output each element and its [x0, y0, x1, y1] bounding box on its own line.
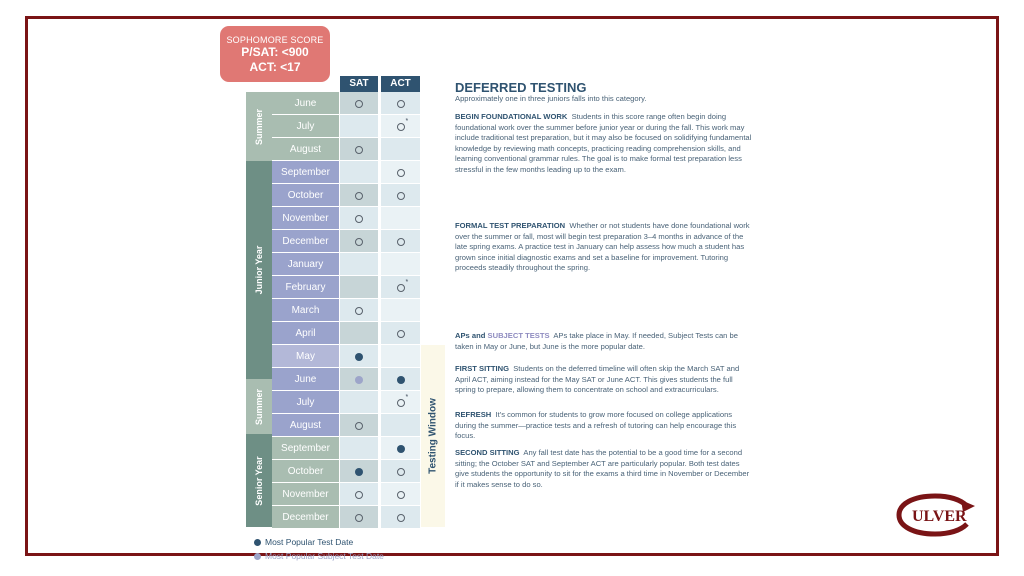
month-row-label: November [272, 483, 339, 506]
month-row-label: June [272, 368, 339, 391]
act-solid-marker [397, 376, 405, 384]
month-row-label: July [272, 115, 339, 138]
month-row-label: December [272, 230, 339, 253]
act-cell [381, 414, 420, 437]
sat-cell [340, 115, 378, 138]
formal-title: FORMAL TEST PREPARATION [455, 221, 566, 230]
act-open-marker [397, 468, 405, 476]
sat-solid-marker [355, 353, 363, 361]
sat-open-marker [355, 192, 363, 200]
month-row-label: November [272, 207, 339, 230]
first-sitting-paragraph [455, 364, 755, 396]
act-open-marker [397, 284, 405, 292]
month-row-label: February [272, 276, 339, 299]
first-sitting-title: FIRST SITTING [455, 364, 509, 373]
legend-most-popular: Most Popular Test Date [265, 537, 354, 547]
act-open-marker [397, 514, 405, 522]
foundational-title: BEGIN FOUNDATIONAL WORK [455, 112, 568, 121]
act-cell [381, 299, 420, 322]
act-cell [381, 138, 420, 161]
sat-cell [340, 391, 378, 414]
act-cell [381, 207, 420, 230]
month-row-label: October [272, 460, 339, 483]
foundational-body: Students in this score range often begin doing foundational work over the summer before junior year or during the fall. This work may include traditional test preparation, but it may also be focused on solidifying fundamental knowledge by reviewing math concepts, practicing reading comprehension skills, and learning conventional grammar rules. The goal is to make formal test preparation less stressful in the few months leading up to the exam. [455, 112, 752, 174]
act-cell [381, 253, 420, 276]
act-open-marker [397, 192, 405, 200]
season-junior-year: Junior Year [246, 161, 272, 379]
season-summer-1: Summer [246, 92, 272, 161]
testing-window-band [421, 345, 445, 527]
refresh-body: It's common for students to grow more focused on college applications during the summer—practice tests and a refresh of tutoring can help encourage this focus. [455, 410, 737, 441]
sat-cell [340, 253, 378, 276]
sat-open-marker [355, 146, 363, 154]
month-row-label: June [272, 92, 339, 115]
legend-subject: Most Popular Subject Test Date [265, 551, 384, 561]
badge-title: SOPHOMORE SCORE [226, 35, 324, 45]
month-row-label: July [272, 391, 339, 414]
formal-paragraph [455, 221, 755, 274]
formal-body: Whether or not students have done foundational work over the summer or fall, most will begin test preparation 3–4 months in advance of the late spring exams. A practice test in January can help assess how much a student has grown since initial diagnostic exams and set a baseline for improvement. Tutoring proceeds steadily throughout the spring. [455, 221, 750, 273]
month-row-label: January [272, 253, 339, 276]
act-asterisk: * [405, 394, 409, 401]
second-sitting-body: Any fall test date has the potential to be a good time for a second sitting; the October SAT and September ACT are particularly popular. Both test dates give students the opportunity to sit for the exams a third time in November or December if it makes sense to do so. [455, 448, 750, 489]
act-open-marker [397, 491, 405, 499]
month-row-label: October [272, 184, 339, 207]
month-row-label: May [272, 345, 339, 368]
season-summer-2: Summer [246, 379, 272, 434]
sat-light-marker [355, 376, 363, 384]
month-row-label: March [272, 299, 339, 322]
second-sitting-paragraph [455, 448, 755, 490]
act-open-marker [397, 238, 405, 246]
act-asterisk: * [405, 279, 409, 286]
act-asterisk: * [405, 118, 409, 125]
section-heading: DEFERRED TESTING [455, 80, 587, 95]
month-row-label: August [272, 138, 339, 161]
first-sitting-body: Students on the deferred timeline will often skip the March SAT and April ACT, aiming instead for the May SAT or June ACT. This gives students the full spring to prepare, allowing them to concentrate on school and extracurriculars. [455, 364, 740, 395]
act-column-header: ACT [381, 76, 420, 92]
intro-text: Approximately one in three juniors falls into this category. [455, 94, 647, 103]
month-row-label: September [272, 437, 339, 460]
act-open-marker [397, 100, 405, 108]
act-solid-marker [397, 445, 405, 453]
aps-title: APs and [455, 331, 486, 340]
sat-open-marker [355, 100, 363, 108]
aps-subject-tests: SUBJECT TESTS [487, 331, 550, 340]
season-senior-year: Senior Year [246, 434, 272, 527]
legend-solid-dot [254, 539, 261, 546]
act-open-marker [397, 169, 405, 177]
month-row-label: September [272, 161, 339, 184]
aps-body: APs take place in May. If needed, Subject Tests can be taken in May or June, but June is the more popular date. [455, 331, 738, 351]
badge-psat: P/SAT: <900 [241, 45, 309, 59]
sat-cell [340, 437, 378, 460]
sat-open-marker [355, 238, 363, 246]
sat-open-marker [355, 514, 363, 522]
logo-text: ULVER [912, 508, 967, 525]
sat-open-marker [355, 491, 363, 499]
act-open-marker [397, 330, 405, 338]
sat-column-header: SAT [340, 76, 378, 92]
sat-cell [340, 161, 378, 184]
aps-paragraph [455, 331, 755, 352]
legend-light-dot [254, 553, 261, 560]
second-sitting-title: SECOND SITTING [455, 448, 520, 457]
sat-open-marker [355, 307, 363, 315]
sat-open-marker [355, 215, 363, 223]
act-open-marker [397, 399, 405, 407]
month-row-label: April [272, 322, 339, 345]
act-open-marker [397, 123, 405, 131]
refresh-paragraph [455, 410, 755, 442]
month-row-label: December [272, 506, 339, 529]
sat-cell [340, 276, 378, 299]
refresh-title: REFRESH [455, 410, 492, 419]
act-cell [381, 345, 420, 368]
culver-logo [895, 492, 979, 538]
badge-act: ACT: <17 [249, 60, 301, 74]
sat-cell [340, 322, 378, 345]
sat-open-marker [355, 422, 363, 430]
foundational-paragraph [455, 112, 755, 176]
sat-solid-marker [355, 468, 363, 476]
testing-window-label: Testing Window [427, 398, 439, 474]
month-row-label: August [272, 414, 339, 437]
sophomore-score-badge [220, 26, 330, 82]
